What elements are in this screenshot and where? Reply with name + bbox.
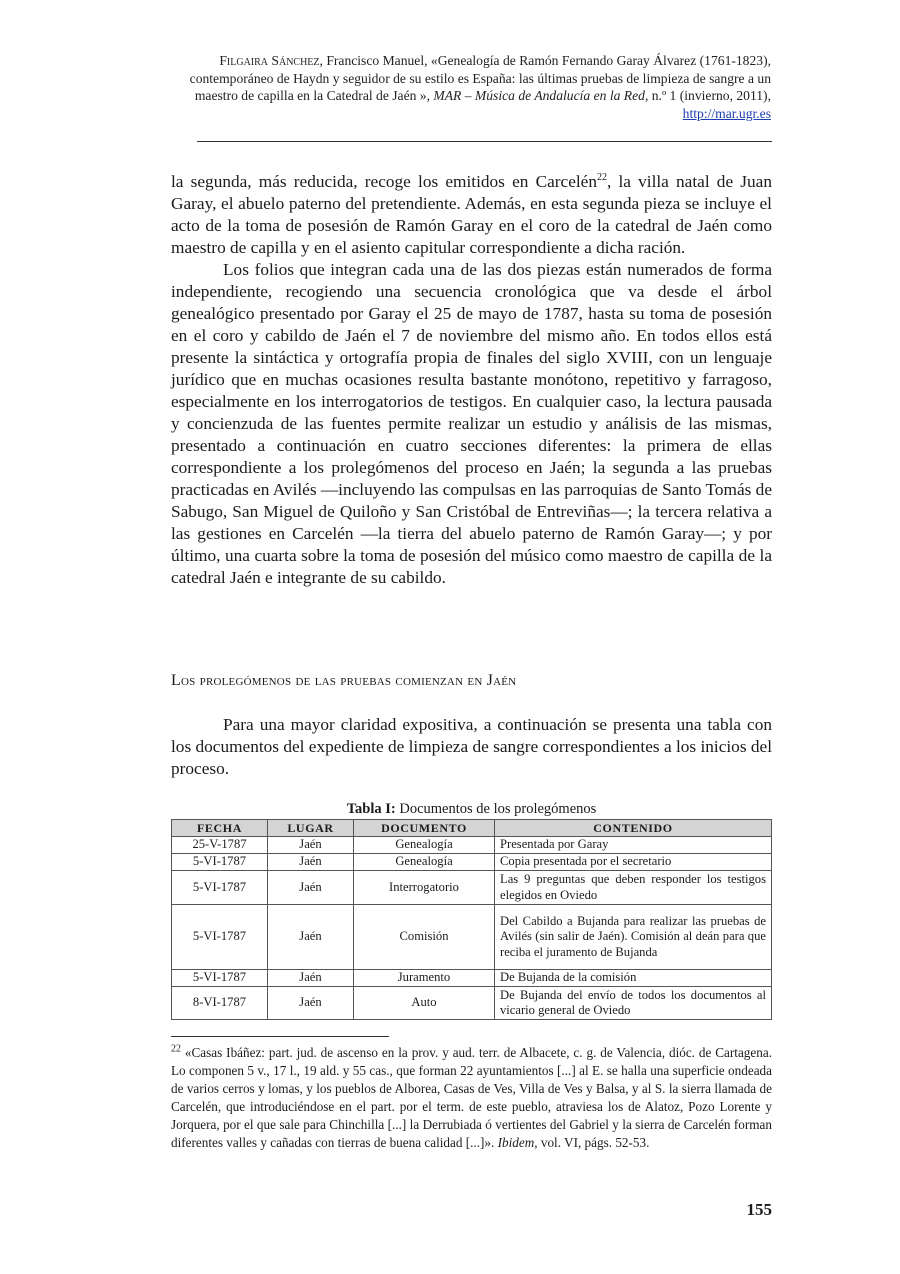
- table-row: [172, 970, 772, 987]
- header-author: Filgaira Sánchez: [219, 53, 320, 68]
- cell-fecha: 5-VI-1787: [172, 905, 268, 970]
- paragraph-1: [171, 171, 772, 259]
- header-url-link[interactable]: http://mar.ugr.es: [682, 105, 771, 121]
- header-issue: , n.º 1 (invierno, 2011),: [644, 88, 771, 103]
- paragraph-3: Para una mayor claridad expositiva, a continuación se presenta una tabla con los documentos del expediente de limpieza de sangre correspondientes a los inicios del proceso.: [171, 715, 772, 778]
- table-header-row: [172, 820, 772, 837]
- column-header-lugar: LUGAR: [268, 820, 354, 837]
- footnote: [171, 1044, 772, 1153]
- table-row: [172, 837, 772, 854]
- column-header-fecha: FECHA: [172, 820, 268, 837]
- cell-lugar: Jaén: [268, 987, 354, 1020]
- footnote-ibidem: Ibidem: [497, 1135, 535, 1151]
- cell-fecha: 25-V-1787: [172, 837, 268, 854]
- cell-fecha: 5-VI-1787: [172, 871, 268, 905]
- intro-paragraph-block: [171, 714, 772, 780]
- table-caption-label: Tabla I:: [346, 801, 396, 817]
- cell-fecha: 5-VI-1787: [172, 854, 268, 871]
- paragraph-2: Los folios que integran cada una de las dos piezas están numerados de forma independiente, recogiendo una secuencia cronológica que va desde el árbol genealógico presentado por Garay el 25 de mayo de 1787, hasta su toma de posesión en el coro y cabildo de Jaén el 7 de noviembre del mismo año. En todos ellos está presente la sintáctica y ortografía propia de finales del siglo XVIII, con un lenguaje jurídico que en muchas ocasiones resulta bastante monótono, repetitivo y farragoso, especialmente en los interrogatorios de testigos. En cualquier caso, la lectura pausada y concienzuda de las fuentes permite realizar un estudio y análisis de las mismas, presentado a continuación en cuatro secciones diferentes: la primera de ellas correspondiente a los prolegómenos del proceso en Jaén; la segunda a las pruebas practicadas en Avilés —incluyendo las compulsas en las parroquias de Santo Tomás de Sabugo, San Miguel de Quiloño y San Cristóbal de Entreviñas—; la tercera relativa a las gestiones en Carcelén —la tierra del abuelo paterno de Ramón Garay—; y por último, una cuarta sobre la toma de posesión del músico como maestro de capilla de la catedral Jaén e integrante de su cabildo.: [171, 260, 772, 587]
- header-journal: MAR – Música de Andalucía en la Red: [433, 88, 645, 103]
- cell-documento: Genealogía: [354, 837, 495, 854]
- body-paragraphs: [171, 171, 772, 589]
- header-rule: [197, 141, 772, 142]
- documents-table: [171, 819, 772, 1020]
- footnote-tail: , vol. VI, págs. 52-53.: [534, 1135, 650, 1151]
- column-header-contenido: CONTENIDO: [495, 820, 772, 837]
- cell-fecha: 5-VI-1787: [172, 970, 268, 987]
- cell-contenido: Las 9 preguntas que deben responder los testigos elegidos en Oviedo: [495, 871, 772, 905]
- table-row: [172, 871, 772, 905]
- cell-lugar: Jaén: [268, 837, 354, 854]
- cell-contenido: De Bujanda de la comisión: [495, 970, 772, 987]
- table-row: [172, 854, 772, 871]
- cell-documento: Comisión: [354, 905, 495, 970]
- table-row: [172, 905, 772, 970]
- paragraph-1-text-a: la segunda, más reducida, recoge los emitidos en Carcelén: [171, 172, 597, 191]
- cell-contenido: Presentada por Garay: [495, 837, 772, 854]
- cell-contenido: De Bujanda del envío de todos los documentos al vicario general de Oviedo: [495, 987, 772, 1020]
- footnote-rule: [171, 1036, 389, 1037]
- section-title: Los prolegómenos de las pruebas comienzan en Jaén: [171, 672, 517, 689]
- cell-lugar: Jaén: [268, 970, 354, 987]
- footnote-number: 22: [171, 1043, 181, 1055]
- cell-documento: Genealogía: [354, 854, 495, 871]
- cell-fecha: 8-VI-1787: [172, 987, 268, 1020]
- column-header-documento: DOCUMENTO: [354, 820, 495, 837]
- cell-documento: Auto: [354, 987, 495, 1020]
- page-number: 155: [746, 1200, 772, 1219]
- cell-documento: Juramento: [354, 970, 495, 987]
- table-row: [172, 987, 772, 1020]
- header-citation: , Francisco Manuel, «Genealogía de Ramón Fernando Garay Álvarez (1761-1823), contemporáneo de Haydn y seguidor de su estilo es España: las últimas pruebas de limpieza de sangre a un maestro de capilla en la Catedral de Jaén »,: [189, 53, 771, 103]
- table-caption: [171, 800, 772, 818]
- cell-contenido: Del Cabildo a Bujanda para realizar las pruebas de Avilés (sin salir de Jaén). Comisión al deán para que reciba el juramento de Bujanda: [495, 905, 772, 970]
- cell-lugar: Jaén: [268, 905, 354, 970]
- footnote-text: «Casas Ibáñez: part. jud. de ascenso en la prov. y aud. terr. de Albacete, c. g. de Valencia, dióc. de Cartagena. Lo componen 5 v., 17 l., 19 ald. y 55 cas., que forman 22 ayuntamientos [...] al E. se halla una superficie ondeada de varios cerros y lomas, y los pueblos de Alborea, Casas de Ves, Villa de Ves y Balsa, y al S. la sierra llamada de Carcelén, que introduciéndose en el part. por el term. de este pueblo, atraviesa los de Alatoz, Pozo Lorente y Jorquera, por el que sale para Chinchilla [...] la Derrubiada ó vertientes del Gabriel y la sierra de Carcelén forman diferentes valles y cañadas con tierras de buena calidad [...]».: [171, 1045, 772, 1151]
- cell-lugar: Jaén: [268, 871, 354, 905]
- footnote-reference: 22: [596, 172, 607, 184]
- cell-documento: Interrogatorio: [354, 871, 495, 905]
- cell-contenido: Copia presentada por el secretario: [495, 854, 772, 871]
- table-caption-text: Documentos de los prolegómenos: [395, 801, 597, 817]
- running-header: [170, 52, 771, 122]
- cell-lugar: Jaén: [268, 854, 354, 871]
- paragraph-1-text-b: , la villa natal de Juan Garay, el abuelo paterno del pretendiente. Además, en esta segunda pieza se incluye el acto de la toma de posesión de Ramón Garay en el coro de la catedral de Jaén como maestro de capilla y en el asiento capitular correspondiente a dicha ración.: [171, 172, 772, 257]
